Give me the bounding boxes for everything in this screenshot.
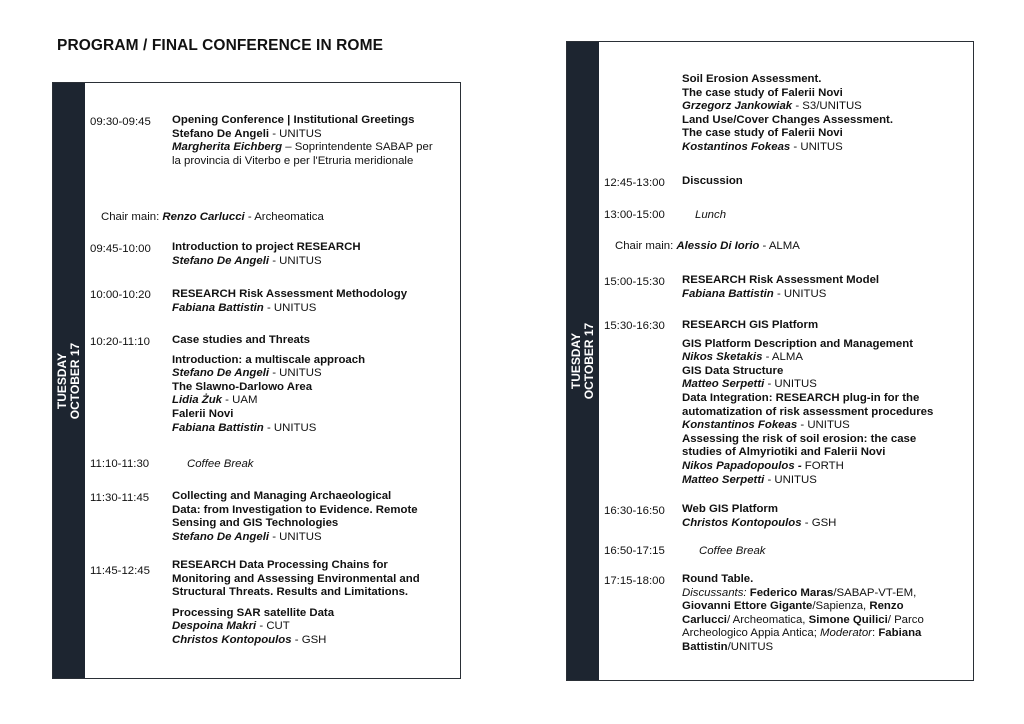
session-web-gis: Web GIS Platform Christos Kontopoulos - GSH [682,503,837,529]
discussion: Discussion [682,175,743,187]
session-time: 09:30-09:45 [90,116,151,128]
day-band [53,83,85,678]
program-panel-left [52,82,461,679]
session-time: 13:00-15:00 [604,209,665,221]
program-panel-right [566,41,974,681]
day-label: TUESDAY OCTOBER 17 [569,322,596,400]
session-data-processing: RESEARCH Data Processing Chains for Monitoring and Assessing Environmental and Structural Threats. Results and Limitations. Processing SAR satellite Data Despoina Makri - CUT Christos Kontopoulos - GSH [172,559,420,646]
session-assessments: Soil Erosion Assessment. The case study of Falerii Novi Grzegorz Jankowiak - S3/UNITUS Land Use/Cover Changes Assessment. The case study of Falerii Novi Kostantinos Fokeas - UNITUS [682,73,894,153]
session-collecting-data: Collecting and Managing Archaeological Data: from Investigation to Evidence. Remote Sensing and GIS Technologies Stefano De Angeli - UNITUS [172,490,418,543]
day-band [567,42,599,680]
session-opening: Opening Conference | Institutional Greetings Stefano De Angeli - UNITUS Margherita Eichberg – Soprintendente SABAP per la provincia di Viterbo e per l'Etruria meridionale [172,114,433,167]
session-round-table: Round Table. Discussants: Federico Maras/SABAP-VT-EM, Giovanni Ettore Gigante/Sapienza, Renzo Carlucci/ Archeomatica, Simone Quilici/ Parco Archeologico Appia Antica; Moderator: Fabiana Battistin/UNITUS [682,573,924,653]
coffee-break: Coffee Break [187,458,254,470]
session-introduction: Introduction to project RESEARCH Stefano De Angeli - UNITUS [172,241,361,267]
session-time: 15:30-16:30 [604,320,665,332]
lunch: Lunch [695,209,727,221]
session-time: 11:45-12:45 [90,565,150,577]
session-time: 10:00-10:20 [90,289,151,301]
chair-main: Chair main: Renzo Carlucci - Archeomatica [101,211,324,223]
session-time: 16:50-17:15 [604,545,665,557]
session-time: 15:00-15:30 [604,276,665,288]
chair-main: Chair main: Alessio Di Iorio - ALMA [615,240,800,252]
session-time: 11:10-11:30 [90,458,150,470]
session-risk-model: RESEARCH Risk Assessment Model Fabiana Battistin - UNITUS [682,274,880,300]
session-time: 17:15-18:00 [604,575,665,587]
session-case-studies: Case studies and Threats Introduction: a multiscale approach Stefano De Angeli - UNITUS The Slawno-Darlowo Area Lidia Żuk - UAM Falerii Novi Fabiana Battistin - UNITUS [172,334,366,434]
page-title: PROGRAM / FINAL CONFERENCE IN ROME [57,37,384,54]
coffee-break: Coffee Break [699,545,766,557]
session-time: 12:45-13:00 [604,177,665,189]
day-label: TUESDAY OCTOBER 17 [55,342,82,419]
session-time: 11:30-11:45 [90,492,150,504]
session-gis-platform: RESEARCH GIS Platform GIS Platform Description and Management Nikos Sketakis - ALMA GIS Data Structure Matteo Serpetti - UNITUS Data Integration: RESEARCH plug-in for the automatization of risk assessment procedures Konstantinos Fokeas - UNITUS Assessing the risk of soil erosion: the case studies of Almyriotiki and Falerii Novi Nikos Papadopoulos - FORTH Matteo Serpetti - UNITUS [682,319,934,486]
session-time: 16:30-16:50 [604,505,665,517]
session-time: 10:20-11:10 [90,336,150,348]
session-time: 09:45-10:00 [90,243,151,255]
session-risk-methodology: RESEARCH Risk Assessment Methodology Fabiana Battistin - UNITUS [172,288,408,314]
